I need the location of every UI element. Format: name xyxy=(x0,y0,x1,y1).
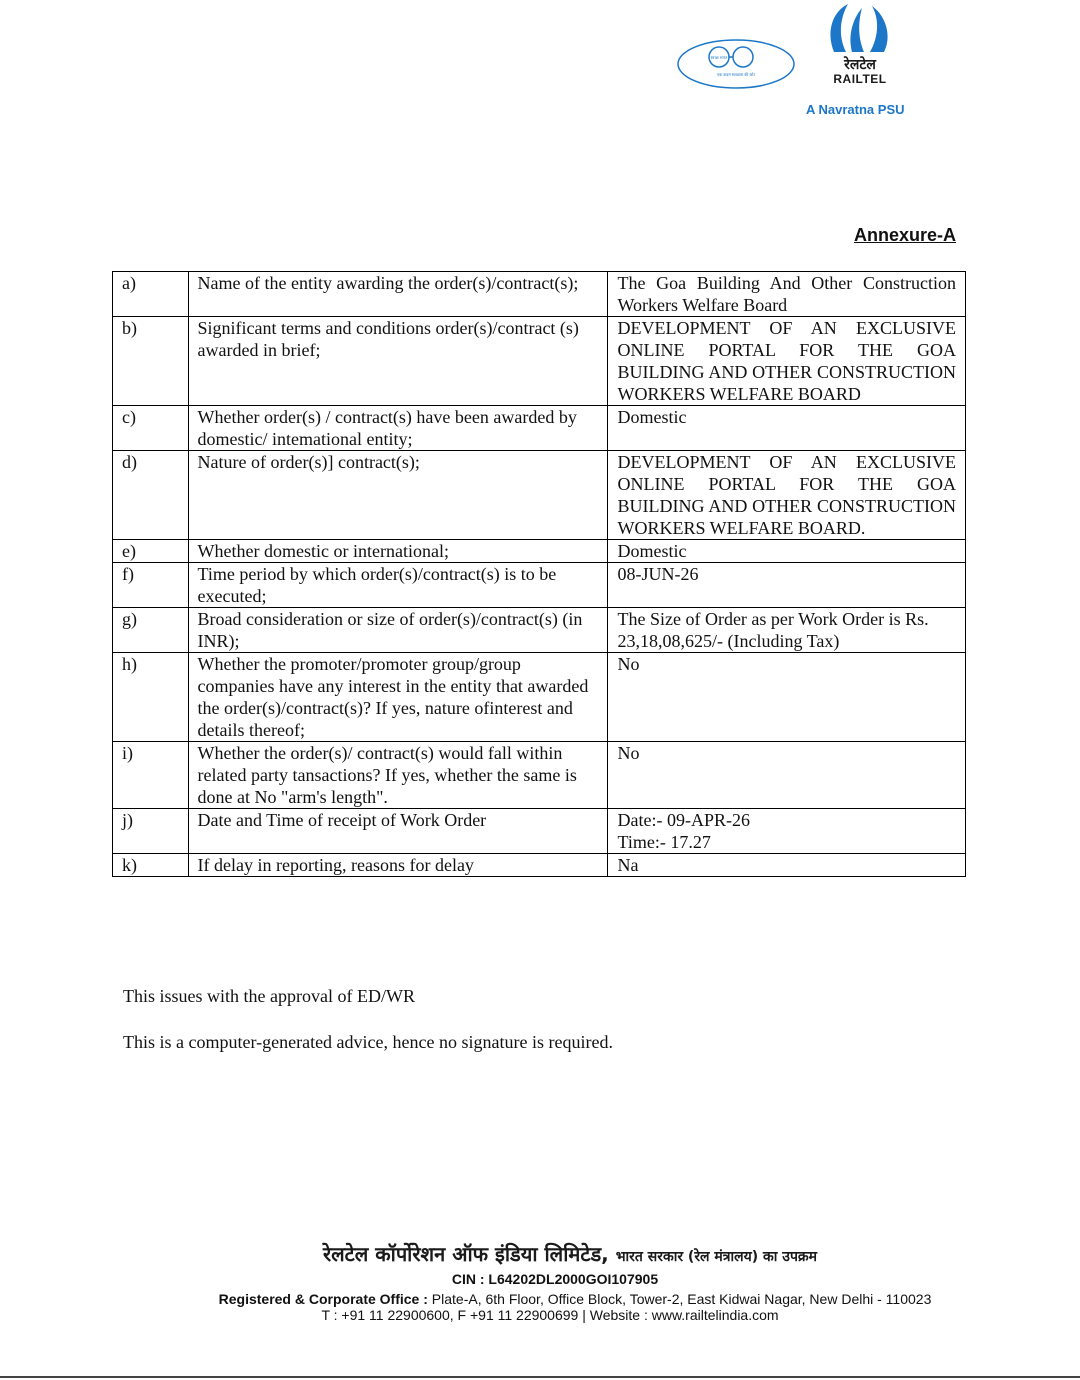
row-parameter: Date and Time of receipt of Work Order xyxy=(188,809,608,854)
company-name-hindi: रेलटेल कॉर्पोरेशन ऑफ इंडिया लिमिटेड, xyxy=(322,1242,609,1266)
row-label: a) xyxy=(113,272,189,317)
table-row xyxy=(113,608,966,653)
footer-contact: T : +91 11 22900600, F +91 11 22900699 | Website : www.railtelindia.com xyxy=(321,1307,779,1323)
row-value: DEVELOPMENT OF AN EXCLUSIVE ONLINE PORTAL FOR THE GOA BUILDING AND OTHER CONSTRUCTION WORKERS WELFARE BOARD xyxy=(608,317,966,406)
row-label: k) xyxy=(113,854,189,877)
brand-hindi: रेलटेल xyxy=(844,57,876,73)
row-label: i) xyxy=(113,742,189,809)
table-row xyxy=(113,272,966,317)
row-label: b) xyxy=(113,317,189,406)
table-row xyxy=(113,742,966,809)
row-parameter: Whether the promoter/promoter group/group companies have any interest in the entity that awarded the order(s)/contract(s)? If yes, nature ofinterest and details thereof; xyxy=(188,653,608,742)
annexure-title: Annexure-A xyxy=(853,225,956,245)
swachh-text-bottom: एक कदम स्वच्छता की ओर xyxy=(716,72,756,77)
table-row xyxy=(113,653,966,742)
signature-note: This is a computer-generated advice, hence no signature is required. xyxy=(123,1032,613,1052)
row-parameter: Whether domestic or international; xyxy=(188,540,608,563)
row-label: h) xyxy=(113,653,189,742)
company-suffix-hindi: भारत सरकार (रेल मंत्रालय) का उपक्रम xyxy=(615,1249,818,1265)
row-parameter: Nature of order(s)] contract(s); xyxy=(188,451,608,540)
footer-cin: CIN : L64202DL2000GOI107905 xyxy=(451,1271,659,1287)
table-row xyxy=(113,451,966,540)
row-value: No xyxy=(608,742,966,809)
row-parameter: Name of the entity awarding the order(s)/contract(s); xyxy=(188,272,608,317)
row-label: f) xyxy=(113,563,189,608)
row-parameter: Whether order(s) / contract(s) have been awarded by domestic/ intemational entity; xyxy=(188,406,608,451)
row-parameter: Broad consideration or size of order(s)/contract(s) (in INR); xyxy=(188,608,608,653)
row-label: g) xyxy=(113,608,189,653)
table-row xyxy=(113,406,966,451)
row-value: 08-JUN-26 xyxy=(608,563,966,608)
row-parameter: Time period by which order(s)/contract(s) is to be executed; xyxy=(188,563,608,608)
approval-note: This issues with the approval of ED/WR xyxy=(123,986,415,1006)
railtel-mark-icon xyxy=(824,2,896,58)
brand-english: RAILTEL xyxy=(833,72,887,86)
row-value: Domestic xyxy=(608,540,966,563)
row-label: c) xyxy=(113,406,189,451)
table-row xyxy=(113,809,966,854)
railtel-logo xyxy=(822,2,898,96)
row-value: The Size of Order as per Work Order is Rs. 23,18,08,625/- (Including Tax) xyxy=(608,608,966,653)
row-value: DEVELOPMENT OF AN EXCLUSIVE ONLINE PORTAL FOR THE GOA BUILDING AND OTHER CONSTRUCTION WORKERS WELFARE BOARD. xyxy=(608,451,966,540)
row-value xyxy=(608,809,966,854)
row-value: No xyxy=(608,653,966,742)
receipt-time: Time:- 17.27 xyxy=(617,832,711,852)
table-row xyxy=(113,317,966,406)
table-row xyxy=(113,854,966,877)
table-row xyxy=(113,540,966,563)
row-parameter: Significant terms and conditions order(s)/contract (s) awarded in brief; xyxy=(188,317,608,406)
row-parameter: If delay in reporting, reasons for delay xyxy=(188,854,608,877)
swachh-bharat-logo xyxy=(676,38,796,90)
tagline: A Navratna PSU xyxy=(806,102,905,117)
disclosure-table xyxy=(112,271,966,877)
row-value: Na xyxy=(608,854,966,877)
row-label: e) xyxy=(113,540,189,563)
receipt-date: Date:- 09-APR-26 xyxy=(617,810,750,830)
swachh-text-top: स्वच्छ भारत xyxy=(710,55,728,60)
table-row xyxy=(113,563,966,608)
office-label: Registered & Corporate Office : xyxy=(218,1291,428,1307)
letterhead-footer xyxy=(0,1240,1080,1323)
row-label: j) xyxy=(113,809,189,854)
footer-office xyxy=(70,1291,1080,1307)
row-parameter: Whether the order(s)/ contract(s) would fall within related party tansactions? If yes, whether the same is done at No "arm's length". xyxy=(188,742,608,809)
row-value: Domestic xyxy=(608,406,966,451)
footer-divider xyxy=(0,1376,1080,1378)
row-value: The Goa Building And Other Construction Workers Welfare Board xyxy=(608,272,966,317)
footer-company-hindi xyxy=(60,1240,1080,1267)
row-label: d) xyxy=(113,451,189,540)
office-address: Plate-A, 6th Floor, Office Block, Tower-2, East Kidwai Nagar, New Delhi - 110023 xyxy=(431,1291,932,1307)
